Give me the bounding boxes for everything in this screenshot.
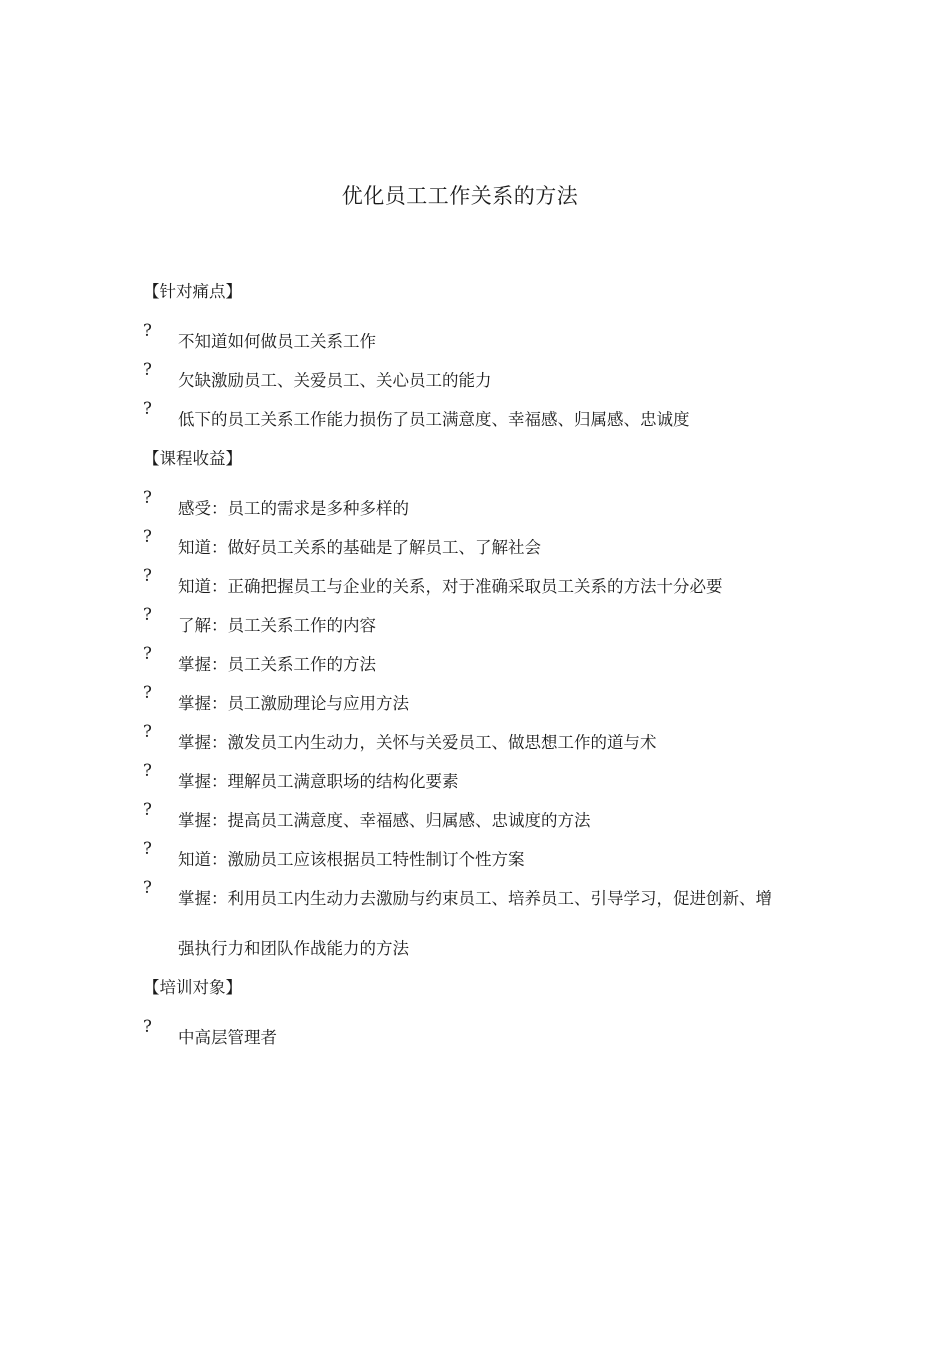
bullet-glyph: ? (143, 800, 152, 819)
bullet-glyph: ? (143, 878, 152, 897)
bullet-glyph: ? (143, 1017, 152, 1036)
bullet-glyph: ? (143, 761, 152, 780)
list-item-text: 中高层管理者 (178, 1028, 277, 1047)
list-item-text: 知道：激励员工应该根据员工特性制订个性方案 (178, 850, 525, 869)
list-item-text: 低下的员工关系工作能力损伤了员工满意度、幸福感、归属感、忠诚度 (178, 410, 690, 429)
bullet-glyph: ? (143, 360, 152, 379)
section-heading-training-audience: 【培训对象】 (143, 978, 242, 997)
bullet-glyph: ? (143, 839, 152, 858)
bullet-glyph: ? (143, 644, 152, 663)
bullet-glyph: ? (143, 722, 152, 741)
list-item-text: 掌握：员工激励理论与应用方法 (178, 694, 409, 713)
list-item-text: 不知道如何做员工关系工作 (178, 332, 376, 351)
section-heading-pain-points: 【针对痛点】 (143, 282, 242, 301)
list-item (143, 395, 783, 445)
list-item-text: 知道：正确把握员工与企业的关系，对于准确采取员工关系的方法十分必要 (178, 577, 723, 596)
bullet-glyph: ? (143, 399, 152, 418)
bullet-glyph: ? (143, 488, 152, 507)
page-title: 优化员工工作关系的方法 (341, 184, 579, 208)
bullet-glyph: ? (143, 321, 152, 340)
bullet-glyph: ? (143, 527, 152, 546)
list-item (143, 874, 783, 974)
list-item-text: 感受：员工的需求是多种多样的 (178, 499, 409, 518)
section-heading-course-benefits: 【课程收益】 (143, 449, 242, 468)
bullet-glyph: ? (143, 566, 152, 585)
list-item-text: 了解：员工关系工作的内容 (178, 616, 376, 635)
document-body (143, 278, 783, 1063)
list-item-text: 知道：做好员工关系的基础是了解员工、了解社会 (178, 538, 541, 557)
list-item-text: 掌握：利用员工内生动力去激励与约束员工、培养员工、引导学习，促进创新、增强执行力和团队作战能力的方法 (178, 889, 772, 958)
list-item-text: 掌握：激发员工内生动力，关怀与关爱员工、做思想工作的道与术 (178, 733, 657, 752)
list-item (143, 1013, 783, 1063)
list-item-text: 掌握：提高员工满意度、幸福感、归属感、忠诚度的方法 (178, 811, 591, 830)
bullet-glyph: ? (143, 683, 152, 702)
list-item-text: 掌握：理解员工满意职场的结构化要素 (178, 772, 459, 791)
bullet-glyph: ? (143, 605, 152, 624)
list-item-text: 欠缺激励员工、关爱员工、关心员工的能力 (178, 371, 492, 390)
list-item-text: 掌握：员工关系工作的方法 (178, 655, 376, 674)
